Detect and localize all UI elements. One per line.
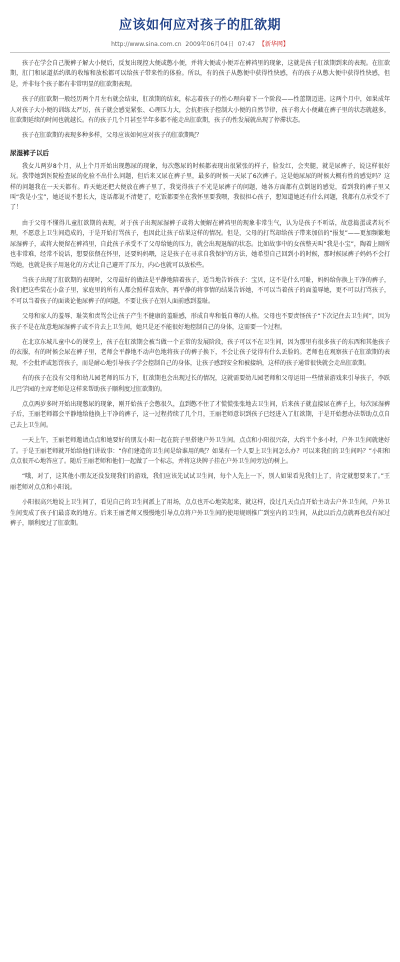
meta-source-link[interactable]: 【新华网】	[258, 41, 289, 48]
paragraph: 当孩子出现了肛欲期的表现时，父母最好的做法是平静地陪着孩子，适当地告诉孩子：宝贝，这不是什么可耻，妈妈给你换上干净的裤子，我们把这些装在小盒子里，家庭里的所有人都会照样喜欢你，再平静的将事情的结果告诉她，不可以当着孩子的面羞辱她，更不可以打骂孩子，不可以当着孩子的面谈论他尿裤子的问题，不要让孩子在别人面前感到羞耻。	[10, 276, 390, 305]
paragraph: 父母和家人的羞辱、耻笑和责骂会让孩子产生不健康的羞耻感，形成自卑和低自尊的人格。父母也不要责怪孩子“下次记住去卫生间”，因为孩子不是在故意地尿湿裤子或不肯去上卫生间，她只是还不能很好地控制自己的身体，这需要一个过程。	[10, 313, 390, 331]
paragraph: 点点两岁多时开始出现憋尿的现象，刚开始孩子会憋很久，直到憋不住了才慌慌张张地去卫生间，后来孩子就直接尿在裤子上，每次尿湿裤子后，王丽老师都会平静地给他换上干净的裤子，这一过程持续了几个月，王丽老师意识到孩子已经进入了肛欲期，于是开始想办法帮助点点自己去上卫生间。	[10, 400, 390, 429]
paragraph: 有的孩子在没有父母和幼儿园老师的压力下，肛欲期也会出现过长的情况，这就需要幼儿园老师和父母运用一些情景游戏来引导孩子，李跃儿巴学园的主席老师是这样来帮助孩子顺利度过肛欲期的。	[10, 375, 390, 393]
paragraph: 由于父母不懂得儿童肛欲期的表现，对于孩子出现尿湿裤子或将大便解在裤裆里的现象非常生气，认为是孩子不听话，故意捣蛋或者玩不理，不愿意上卫生间造成的，于是开始打骂孩子，也因此让孩子结果这样的情况。但是，父母的打骂却给孩子带来加倍的“报复”——更加频繁地尿湿裤子，或将大便留在裤裆里，自此孩子承受不了父母给她的压力，就会出现退缩的状态。比如故事中的女孩整天叫“我是小宝”，陶着上厕所也非常难，经常不说话，想要依偎在怀里，还要妈妈喂，这是孩子在寻求自我保护的方法，她希望自己回到小的时候，那时候尿裤子妈妈不会打骂她，也就是孩子用退化的方式让自己避开了压力，内心也就可以放松些。	[10, 219, 390, 269]
meta-time: 07:47	[237, 41, 256, 48]
paragraph: 我女儿两岁8个月，从上个月开始出现憋尿的现象，每次憋尿的时候都表现出很紧张的样子，脸发红，会夹腿，就是尿裤子，说这样很好玩。我带她到医院检查尿的化验不出什么问题，但后来又尿在裤子里，最多的时候一天尿了6次裤子。这是她尿尿的时候大概有性的感觉吗？这样的问题我在一天天都有。昨天她还把大便放在裤子里了，我觉得孩子不光是尿裤子的问题，她各方面都有点倒退的感觉，看到我的裤子里又叫“我是小宝”，她还说不想长大，连话都说不清楚了，吃饭都要坐在我怀里要我喂，我很担心孩子，想知道她还有什么问题，我都有点承受不了了！	[10, 162, 390, 212]
paragraph: “哦，对了，这其他小朋友还没发现我们的游戏，我们应该先试试卫生间，每个人先上一下，别人如果看见我们上了，肯定就想要来了。”王丽老师对点点和小阳说。	[10, 473, 390, 491]
article-title: 应该如何应对孩子的肛欲期	[118, 18, 281, 33]
meta-source: http://www.sina.com.cn	[111, 41, 182, 48]
paragraph: 小阳很高兴地说上卫生间了，看见自己的卫生间派上了用场，点点也开心地笑起来，就这样，没过几天点点开始主动去户外卫生间，户外卫生间变成了孩子们最喜欢的地方。后来王丽老师又慢慢地引导点点将户外卫生间的使用规则推广到室内的卫生间，从此以后点点就再也没有尿过裤子，顺利度过了肛欲期。	[10, 499, 390, 528]
paragraph: 孩子的肛欲期一般经历两个月左右就会结束，肛欲期的结束，标志着孩子的性心理向着下一个阶段——性蕾期迈进。这两个月中，如果成年人对孩子大小便的训练太严厉，孩子就会感觉紧张、心理压力大，会抗拒孩子控制大小便的自然节律，孩子将大小便藏在裤子里的状态就越多，肛欲期延续的时间也就越长。有的孩子几个月甚至半年多都不能走出肛欲期，孩子的性发展就出现了停滞状态。	[10, 96, 390, 125]
paragraph: 孩子在学会自己脱裤子解大小便后，反复出现控大便或憋小便，并将大便或小便弄在裤裆里的现象，这就是孩子肛欲期到来的表现。在肛欲期，肛门和尿道括约肌的收缩和放松都可以给孩子带来性的体验。所以，有的孩子从憋便中获得性快感，有的孩子从憋大便中获得性快感，但是，并非每个孩子都有非常明显的肛欲期表现。	[10, 60, 390, 88]
paragraph: 一天上午，王丽老师邀请点点和她要好的朋友小阳一起在院子里搭建户外卫生间。点点和小阳很兴奋，大约半个多小时，户外卫生间就建好了。于是王丽老师就开始给他们讲故事：“你们建造的卫生间是给谁用的呢？如果有一个人要上卫生间怎么办？可以来我们的卫生间吗？”小阳和点点很开心地答应了。随后王丽老师和他们一起做了一个标志，并将这块牌子挂在户外卫生间旁边的树上。	[10, 437, 390, 465]
section-heading: 尿湿裤子以后	[10, 148, 49, 157]
meta-date: 2009年06月04日	[185, 41, 234, 48]
paragraph-question: 孩子在肛欲期的表现多种多样，父母应该如何应对孩子的肛欲期呢？	[22, 132, 203, 140]
article-meta	[10, 39, 390, 53]
paragraph: 在北京东城儿童中心的课堂上，孩子在肛欲期会被当做一个正常的发展阶段，孩子可以不在卫生间，因为那里有很多孩子的东西和其他孩子的衣服，有的时候会尿在裤子里，老师会平静地不动声色地将孩子的裤子换下，不会让孩子觉得有什么丢脸的。老师也在观察孩子在肛欲期的表现，不会批评或惩罚孩子，而是耐心地引导孩子学会控制自己的身体，让孩子感到安全和被接纳，这样的孩子通常很快就会走出肛欲期。	[10, 338, 390, 367]
